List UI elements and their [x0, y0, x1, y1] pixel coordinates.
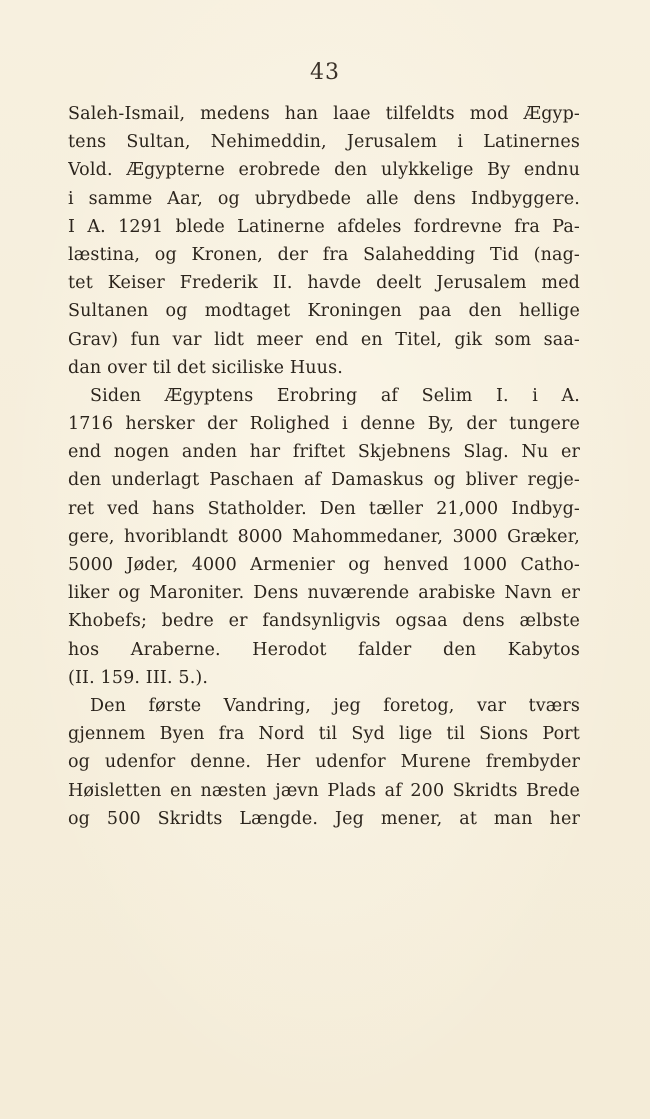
body-text	[68, 100, 580, 833]
text-line: (II. 159. III. 5.).	[68, 667, 209, 688]
text-line: Siden Ægyptens Erobring af Selim I. i A.	[90, 385, 580, 406]
text-line: Vold. Ægypterne erobrede den ulykkelige By endnu	[68, 160, 580, 181]
text-line: Grav) fun var lidt meer end en Titel, gik som saa-	[68, 329, 580, 350]
text-line: Høisletten en næsten jævn Plads af 200 Skridts Brede	[68, 780, 580, 801]
text-line: i samme Aar, og ubrydbede alle dens Indbyggere.	[68, 188, 580, 209]
text-line: 5000 Jøder, 4000 Armenier og henved 1000 Catho-	[68, 555, 580, 575]
text-line: og 500 Skridts Længde. Jeg mener, at man her	[68, 808, 580, 829]
text-line: læstina, og Kronen, der fra Salahedding Tid (nag-	[68, 244, 580, 265]
text-line: gjennem Byen fra Nord til Syd lige til Sions Port	[68, 724, 580, 745]
text-line: hos Araberne. Herodot falder den Kabytos	[68, 639, 580, 660]
text-line: tens Sultan, Nehimeddin, Jerusalem i Latinernes	[68, 132, 580, 153]
text-line: end nogen anden har friftet Skjebnens Slag. Nu er	[68, 442, 580, 463]
text-line: den underlagt Paschaen af Damaskus og bliver regje-	[68, 470, 580, 491]
text-line: Den første Vandring, jeg foretog, var tværs	[90, 695, 580, 716]
text-line: Sultanen og modtaget Kroningen paa den hellige	[68, 301, 580, 322]
text-line: og udenfor denne. Her udenfor Murene frembyder	[68, 752, 580, 773]
text-line: I A. 1291 blede Latinerne afdeles fordrevne fra Pa-	[68, 216, 580, 237]
text-line: Khobefs; bedre er fandsynligvis ogsaa dens ælbste	[68, 611, 580, 632]
text-line: 1716 hersker der Rolighed i denne By, der tungere	[68, 414, 580, 435]
text-line: tet Keiser Frederik II. havde deelt Jerusalem med	[68, 273, 580, 294]
text-line: Saleh-Ismail, medens han laae tilfeldts mod Ægyp-	[68, 104, 580, 124]
page-number: 43	[310, 60, 340, 85]
text-line: ret ved hans Statholder. Den tæller 21,000 Indbyg-	[68, 498, 580, 519]
text-line: liker og Maroniter. Dens nuværende arabiske Navn er	[68, 583, 580, 604]
text-line: dan over til det siciliske Huus.	[68, 357, 343, 378]
text-line: gere, hvoriblandt 8000 Mahommedaner, 3000 Græker,	[68, 526, 580, 547]
